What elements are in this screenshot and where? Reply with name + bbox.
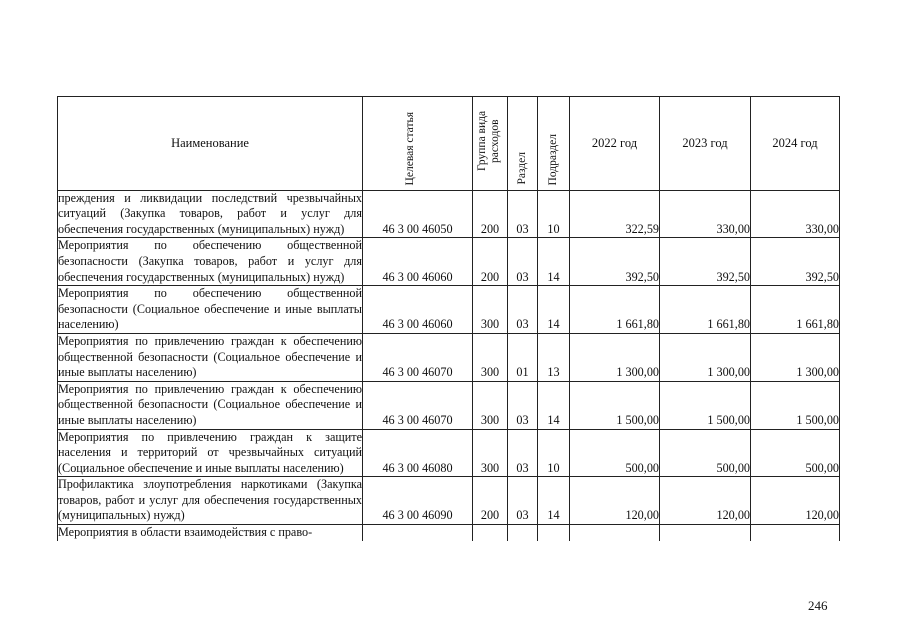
row-subsection-cell bbox=[538, 525, 570, 541]
row-2022-cell: 120,00 bbox=[570, 477, 660, 525]
row-name-cell: преждения и ликвидации последствий чрезвычайных ситуаций (Закупка товаров, работ и услуг для обеспечения государственных (муниципальных) нужд) bbox=[58, 190, 363, 238]
header-section: Раздел bbox=[508, 97, 538, 191]
row-2022-cell: 392,50 bbox=[570, 238, 660, 286]
row-section-cell: 03 bbox=[508, 477, 538, 525]
row-subsection-cell: 14 bbox=[538, 381, 570, 429]
row-name-cell: Мероприятия в области взаимодействия с право- bbox=[58, 525, 363, 541]
table-row bbox=[58, 286, 840, 334]
header-expense-group: Группа вида расходов bbox=[473, 97, 508, 191]
row-2023-cell: 1 661,80 bbox=[660, 286, 751, 334]
row-section-cell: 01 bbox=[508, 333, 538, 381]
row-section-cell: 03 bbox=[508, 238, 538, 286]
header-target-article: Целевая статья bbox=[363, 97, 473, 191]
row-section-cell: 03 bbox=[508, 429, 538, 477]
row-subsection-cell: 14 bbox=[538, 238, 570, 286]
row-name-cell: Мероприятия по обеспечению общественной безопасности (Социальное обеспечение и иные выплаты населению) bbox=[58, 286, 363, 334]
row-target-cell: 46 3 00 46090 bbox=[363, 477, 473, 525]
row-2023-cell: 1 300,00 bbox=[660, 333, 751, 381]
row-subsection-cell: 14 bbox=[538, 286, 570, 334]
row-2023-cell: 330,00 bbox=[660, 190, 751, 238]
row-2022-cell: 1 661,80 bbox=[570, 286, 660, 334]
row-2024-cell bbox=[751, 525, 840, 541]
row-group-cell bbox=[473, 525, 508, 541]
table-header-row bbox=[58, 97, 840, 191]
row-target-cell: 46 3 00 46070 bbox=[363, 381, 473, 429]
row-2024-cell: 1 300,00 bbox=[751, 333, 840, 381]
row-group-cell: 200 bbox=[473, 477, 508, 525]
row-2023-cell: 120,00 bbox=[660, 477, 751, 525]
row-section-cell: 03 bbox=[508, 286, 538, 334]
row-section-cell: 03 bbox=[508, 190, 538, 238]
header-year-2023: 2023 год bbox=[660, 97, 751, 191]
row-target-cell: 46 3 00 46050 bbox=[363, 190, 473, 238]
row-name-cell: Мероприятия по привлечению граждан к обеспечению общественной безопасности (Социальное обеспечение и иные выплаты населению) bbox=[58, 333, 363, 381]
row-name-cell: Мероприятия по привлечению граждан к обеспечению общественной безопасности (Социальное обеспечение и иные выплаты населению) bbox=[58, 381, 363, 429]
row-2024-cell: 330,00 bbox=[751, 190, 840, 238]
row-2024-cell: 120,00 bbox=[751, 477, 840, 525]
table-row bbox=[58, 429, 840, 477]
row-2023-cell: 392,50 bbox=[660, 238, 751, 286]
row-group-cell: 300 bbox=[473, 429, 508, 477]
row-subsection-cell: 10 bbox=[538, 429, 570, 477]
row-2024-cell: 1 500,00 bbox=[751, 381, 840, 429]
row-2023-cell bbox=[660, 525, 751, 541]
header-year-2022: 2022 год bbox=[570, 97, 660, 191]
table-row bbox=[58, 525, 840, 541]
row-section-cell bbox=[508, 525, 538, 541]
row-name-cell: Мероприятия по привлечению граждан к защите населения и территорий от чрезвычайных ситуаций (Социальное обеспечение и иные выплаты населению) bbox=[58, 429, 363, 477]
table-row bbox=[58, 333, 840, 381]
row-target-cell: 46 3 00 46060 bbox=[363, 238, 473, 286]
row-2022-cell: 1 300,00 bbox=[570, 333, 660, 381]
row-2024-cell: 1 661,80 bbox=[751, 286, 840, 334]
table-row bbox=[58, 238, 840, 286]
table-row bbox=[58, 477, 840, 525]
row-target-cell: 46 3 00 46080 bbox=[363, 429, 473, 477]
row-target-cell: 46 3 00 46060 bbox=[363, 286, 473, 334]
row-2024-cell: 392,50 bbox=[751, 238, 840, 286]
header-subsection: Подраздел bbox=[538, 97, 570, 191]
row-group-cell: 300 bbox=[473, 381, 508, 429]
row-group-cell: 200 bbox=[473, 238, 508, 286]
row-2022-cell: 1 500,00 bbox=[570, 381, 660, 429]
header-year-2024: 2024 год bbox=[751, 97, 840, 191]
table-row bbox=[58, 190, 840, 238]
row-2022-cell bbox=[570, 525, 660, 541]
row-subsection-cell: 14 bbox=[538, 477, 570, 525]
row-2022-cell: 500,00 bbox=[570, 429, 660, 477]
row-2023-cell: 500,00 bbox=[660, 429, 751, 477]
row-2022-cell: 322,59 bbox=[570, 190, 660, 238]
row-2023-cell: 1 500,00 bbox=[660, 381, 751, 429]
row-2024-cell: 500,00 bbox=[751, 429, 840, 477]
row-subsection-cell: 10 bbox=[538, 190, 570, 238]
row-target-cell: 46 3 00 46070 bbox=[363, 333, 473, 381]
header-name: Наименование bbox=[58, 97, 363, 191]
row-group-cell: 200 bbox=[473, 190, 508, 238]
row-subsection-cell: 13 bbox=[538, 333, 570, 381]
row-target-cell bbox=[363, 525, 473, 541]
row-group-cell: 300 bbox=[473, 333, 508, 381]
page-number: 246 bbox=[808, 598, 828, 613]
table-row bbox=[58, 381, 840, 429]
row-group-cell: 300 bbox=[473, 286, 508, 334]
row-section-cell: 03 bbox=[508, 381, 538, 429]
budget-table bbox=[57, 96, 840, 541]
row-name-cell: Мероприятия по обеспечению общественной безопасности (Закупка товаров, работ и услуг для обеспечения государственных (муниципальных) нужд) bbox=[58, 238, 363, 286]
row-name-cell: Профилактика злоупотребления наркотиками (Закупка товаров, работ и услуг для обеспечения государственных (муниципальных) нужд) bbox=[58, 477, 363, 525]
